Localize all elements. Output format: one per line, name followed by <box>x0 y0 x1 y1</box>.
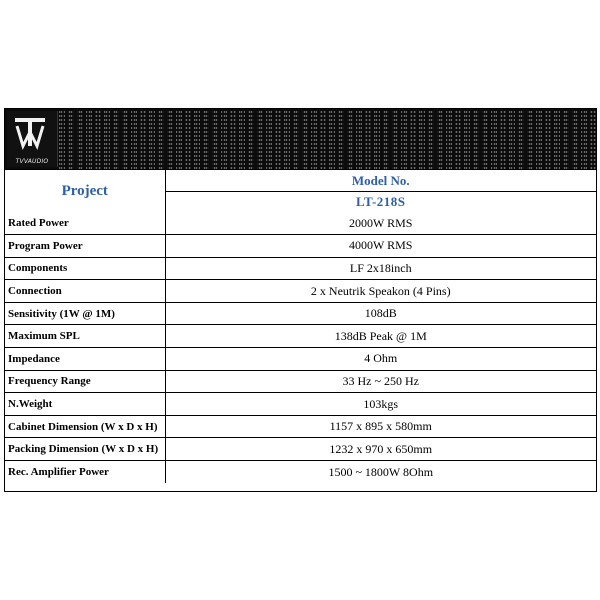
spec-label: Sensitivity (1W @ 1M) <box>5 302 165 325</box>
table-row <box>5 370 596 393</box>
model-cell <box>165 170 596 212</box>
spec-label: Rec. Amplifier Power <box>5 461 165 484</box>
spec-value: 33 Hz ~ 250 Hz <box>165 370 596 393</box>
spec-label: Program Power <box>5 235 165 258</box>
header-banner <box>5 109 596 170</box>
spec-rows <box>5 212 596 483</box>
spec-label: Rated Power <box>5 212 165 235</box>
spec-value: 2000W RMS <box>165 212 596 235</box>
spec-label: Components <box>5 257 165 280</box>
spec-label: Cabinet Dimension (W x D x H) <box>5 415 165 438</box>
spec-value: 4000W RMS <box>165 235 596 258</box>
banner-pattern <box>59 109 596 169</box>
table-row <box>5 235 596 258</box>
spec-value: 108dB <box>165 302 596 325</box>
table-row <box>5 461 596 484</box>
spec-label: Maximum SPL <box>5 325 165 348</box>
spec-value: 1232 x 970 x 650mm <box>165 438 596 461</box>
spec-label: Packing Dimension (W x D x H) <box>5 438 165 461</box>
project-label: Project <box>5 170 165 212</box>
brand-logo <box>7 111 58 167</box>
table-row <box>5 348 596 371</box>
tw-logo-icon <box>13 114 51 152</box>
table-row <box>5 302 596 325</box>
spec-value: 103kgs <box>165 393 596 416</box>
model-no-label: Model No. <box>166 171 597 192</box>
spec-label: N.Weight <box>5 393 165 416</box>
spec-value: 1157 x 895 x 580mm <box>165 415 596 438</box>
spec-value: 2 x Neutrik Speakon (4 Pins) <box>165 280 596 303</box>
table-header-row <box>5 170 596 212</box>
table-row <box>5 325 596 348</box>
spec-sheet <box>4 108 597 492</box>
table-row <box>5 257 596 280</box>
spec-table <box>5 170 596 483</box>
spec-value: 138dB Peak @ 1M <box>165 325 596 348</box>
spec-label: Frequency Range <box>5 370 165 393</box>
table-row <box>5 393 596 416</box>
table-row <box>5 280 596 303</box>
table-row <box>5 212 596 235</box>
spec-value: 4 Ohm <box>165 348 596 371</box>
brand-name: TVVAUDIO <box>15 158 49 165</box>
spec-label: Connection <box>5 280 165 303</box>
table-row <box>5 415 596 438</box>
model-value: LT-218S <box>355 193 406 209</box>
table-row <box>5 438 596 461</box>
spec-value: LF 2x18inch <box>165 257 596 280</box>
spec-value: 1500 ~ 1800W 8Ohm <box>328 464 434 479</box>
spec-label: Impedance <box>5 348 165 371</box>
